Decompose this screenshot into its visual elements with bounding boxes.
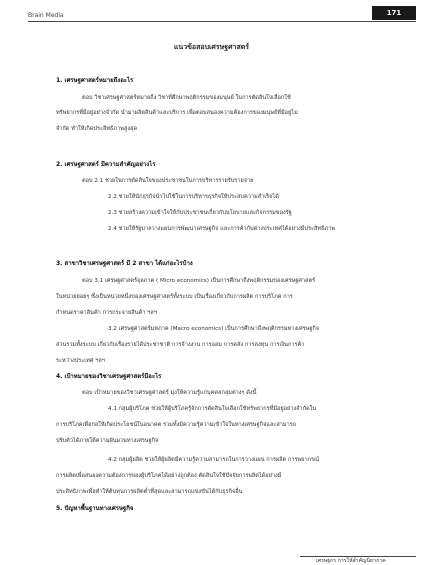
answer-3-line-2: ในหน่วยย่อยๆ ซึ่งเป็นหน่วยหนึ่งของเศรษฐศาสตร์ทั้งระบบ เป็นเรื่องเกี่ยวกับการผลิต การบริโภค การ bbox=[56, 294, 293, 300]
answer-1-line-2: ทรัพยากรที่มีอยู่อย่างจำกัด นำมาผลิตสินค้าและบริการ เพื่อตอบสนองความต้องการของมนุษย์ที่มีอยู่ไม่ bbox=[56, 110, 298, 116]
answer-3-line-4: 3.2 เศรษฐศาสตร์มหภาค (Macro economics) เป็นการศึกษาถึงพฤติกรรมทางเศรษฐกิจ bbox=[108, 326, 320, 332]
answer-2-item-2: 2.2 ช่วยให้นักธุรกิจนำไปใช้ในการบริหารธุรกิจให้ประสบความสำเร็จได้ bbox=[108, 194, 279, 200]
answer-3-line-3: กำหนดราคาสินค้า การกระจายสินค้า ฯลฯ bbox=[56, 310, 157, 316]
question-5-heading: 5. ปัญหาพื้นฐานทางเศรษฐกิจ bbox=[56, 505, 134, 512]
answer-1-line-3: จำกัด ทำให้เกิดประสิทธิภาพสูงสุด bbox=[56, 126, 138, 132]
question-4-heading: 4. เป้าหมายของวิชาเศรษฐศาสตร์มีอะไร bbox=[56, 373, 162, 380]
answer-4-line-5: 4.2 กลุ่มผู้ผลิต ช่วยให้ผู้ผลิตมีความรู้ความสามารถในการวางแผน การผลิต การพยากรณ์ bbox=[108, 457, 320, 463]
answer-4-line-7: ประสิทธิภาพเพื่อทำให้ต้นทุนการผลิตต่ำที่สุดและสามารถแข่งขันได้กับธุรกิจอื่น bbox=[56, 489, 243, 495]
question-1-heading: 1. เศรษฐศาสตร์หมายถึงอะไร bbox=[56, 77, 134, 84]
answer-3-line-5: ส่วนรวมทั้งระบบ เกี่ยวกับเรื่องรายได้ประชาชาติ การจ้างงาน การออม การคลัง การลงทุน การเงินการค้า bbox=[56, 342, 305, 348]
answer-4-line-6: การผลิตเพื่อสนองความต้องการของผู้บริโภคได้อย่างถูกต้อง ตัดสินใจใช้ปัจจัยการผลิตได้อย่างมี bbox=[56, 473, 282, 479]
answer-3-line-6: ระหว่างประเทศ ฯลฯ bbox=[56, 358, 105, 364]
answer-2-item-3: 2.3 ช่วยสร้างความเข้าใจให้กับประชาชนเกี่ยวกับนโยบายและกิจกรรมของรัฐ bbox=[108, 210, 292, 216]
publisher-name: Brain Media bbox=[28, 12, 64, 19]
answer-4-line-4: ปรับตัวได้ภายใต้ความผันผวนทางเศรษฐกิจ bbox=[56, 438, 159, 444]
page-title: แนวข้อสอบเศรษฐศาสตร์ bbox=[173, 43, 250, 51]
answer-3-line-1: ตอบ 3.1 เศรษฐศาสตร์จุลภาค ( Micro economics) เป็นการศึกษาถึงพฤติกรรมของเศรษฐศาสตร์ bbox=[82, 278, 316, 284]
answer-2-item-1: ตอบ 2.1 ช่วยในการตัดสินใจของประชาชนในการบริหารรายรับรายจ่าย bbox=[82, 178, 254, 184]
answer-4-line-2: 4.1 กลุ่มผู้บริโภค ช่วยให้ผู้บริโภครู้จักการตัดสินใจเลือกใช้ทรัพยากรที่มีอยู่อย่างจำกัดใน bbox=[108, 406, 317, 412]
answer-4-line-1: ตอบ เป้าหมายของวิชาเศรษฐศาสตร์ มุ่งให้ความรู้แก่บุคคลกลุ่มต่างๆ ดังนี้ bbox=[82, 390, 257, 396]
answer-2-item-4: 2.4 ช่วยให้รัฐบาลวางแผนการพัฒนาเศรษฐกิจ และการค้ากับต่างประเทศได้อย่างมีประสิทธิภาพ bbox=[108, 226, 335, 232]
question-3-heading: 3. สาขาวิชาเศรษฐศาสตร์ มี 2 สาขา ได้แก่อะไรบ้าง bbox=[56, 260, 193, 267]
question-2-heading: 2. เศรษฐศาสตร์ มีความสำคัญอย่างไร bbox=[56, 161, 156, 168]
page-number-badge: 171 bbox=[372, 6, 416, 20]
header-divider bbox=[28, 21, 416, 22]
answer-4-line-3: การบริโภคเพื่อก่อให้เกิดประโยชน์ในอนาคต รวมทั้งมีความรู้ความเข้าใจในทางเศรษฐกิจและสามารถ bbox=[56, 422, 297, 428]
footer-text: เศรษฐกร การให้สำคัญนิยาภาค bbox=[316, 558, 386, 564]
answer-1-line-1: ตอบ วิชาเศรษฐศาสตร์หมายถึง วิชาที่ศึกษาพฤติกรรมของมนุษย์ ในการตัดสินใจเลือกใช้ bbox=[82, 95, 291, 101]
